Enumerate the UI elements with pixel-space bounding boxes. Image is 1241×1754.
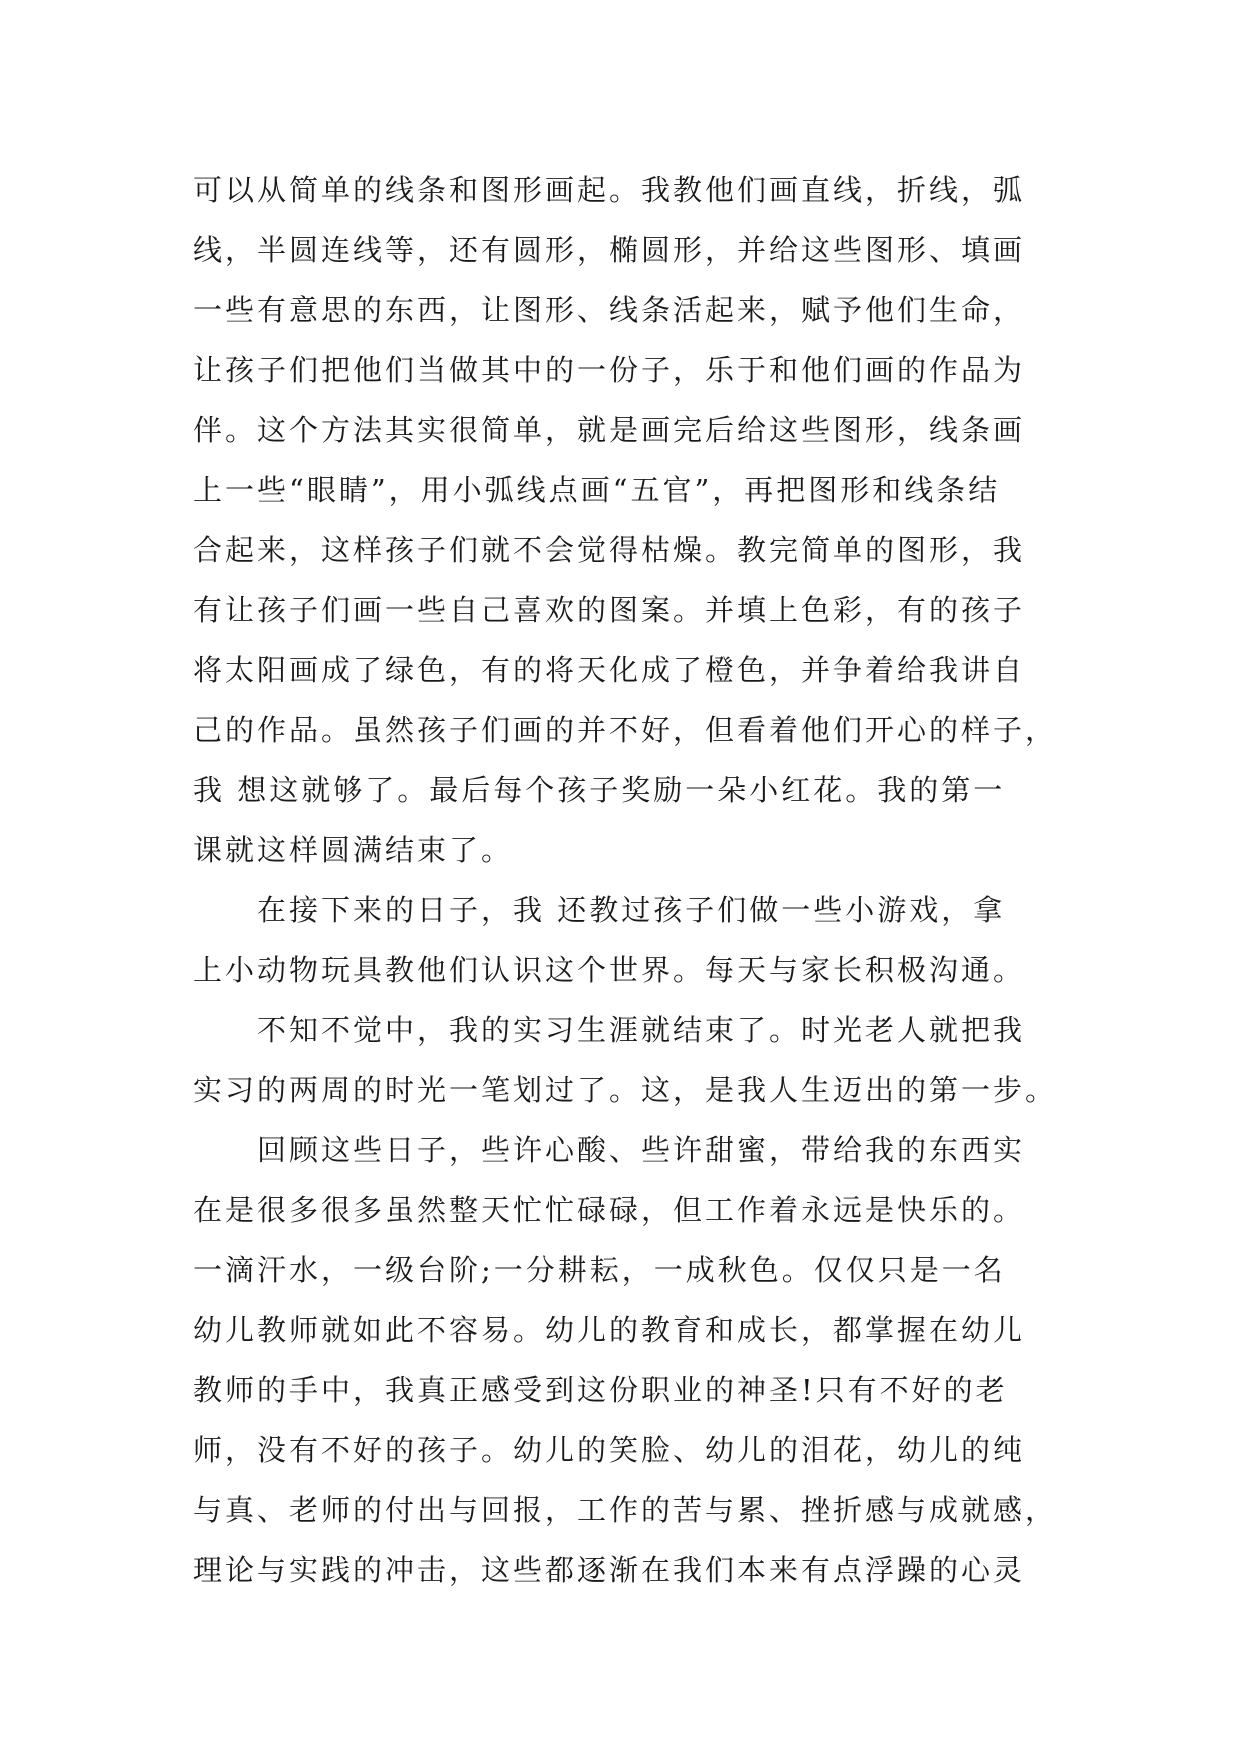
text-line: 不知不觉中，我的实习生涯就结束了。时光老人就把我 <box>193 1013 1026 1047</box>
text-line: 在是很多很多虽然整天忙忙碌碌，但工作着永远是快乐的。 <box>193 1193 1026 1227</box>
text-line: 理论与实践的冲击，这些都逐渐在我们本来有点浮躁的心灵 <box>193 1553 1026 1587</box>
text-line: 上小动物玩具教他们认识这个世界。每天与家长积极沟通。 <box>193 953 1026 987</box>
text-line: 上一些“眼睛”，用小弧线点画“五官”，再把图形和线条结 <box>193 473 1001 507</box>
text-line: 有让孩子们画一些自己喜欢的图案。并填上色彩，有的孩子 <box>193 593 1026 627</box>
text-line: 己的作品。虽然孩子们画的并不好，但看着他们开心的样子， <box>193 713 1058 747</box>
text-line: 可以从简单的线条和图形画起。我教他们画直线，折线，弧 <box>193 173 1026 207</box>
text-line: 师，没有不好的孩子。幼儿的笑脸、幼儿的泪花，幼儿的纯 <box>193 1433 1026 1467</box>
text-line: 伴。这个方法其实很简单，就是画完后给这些图形，线条画 <box>193 413 1026 447</box>
text-line: 合起来，这样孩子们就不会觉得枯燥。教完简单的图形，我 <box>193 533 1026 567</box>
text-line: 我 想这就够了。最后每个孩子奖励一朵小红花。我的第一 <box>193 773 1006 807</box>
text-line: 让孩子们把他们当做其中的一份子，乐于和他们画的作品为 <box>193 353 1026 387</box>
text-line: 实习的两周的时光一笔划过了。这，是我人生迈出的第一步。 <box>193 1073 1058 1107</box>
text-line: 与真、老师的付出与回报，工作的苦与累、挫折感与成就感， <box>193 1493 1058 1527</box>
text-line: 线，半圆连线等，还有圆形，椭圆形，并给这些图形、填画 <box>193 233 1026 267</box>
text-line: 教师的手中，我真正感受到这份职业的神圣!只有不好的老 <box>193 1373 1008 1407</box>
body-text <box>193 160 1073 1600</box>
text-line: 幼儿教师就如此不容易。幼儿的教育和成长，都掌握在幼儿 <box>193 1313 1026 1347</box>
text-line: 一滴汗水，一级台阶;一分耕耘，一成秋色。仅仅只是一名 <box>193 1253 1006 1287</box>
text-line: 回顾这些日子，些许心酸、些许甜蜜，带给我的东西实 <box>193 1133 1026 1167</box>
text-line: 在接下来的日子，我 还教过孩子们做一些小游戏，拿 <box>193 893 1006 927</box>
text-line: 课就这样圆满结束了。 <box>193 833 514 867</box>
text-line: 将太阳画成了绿色，有的将天化成了橙色，并争着给我讲自 <box>193 653 1026 687</box>
text-line: 一些有意思的东西，让图形、线条活起来，赋予他们生命， <box>193 293 1026 327</box>
